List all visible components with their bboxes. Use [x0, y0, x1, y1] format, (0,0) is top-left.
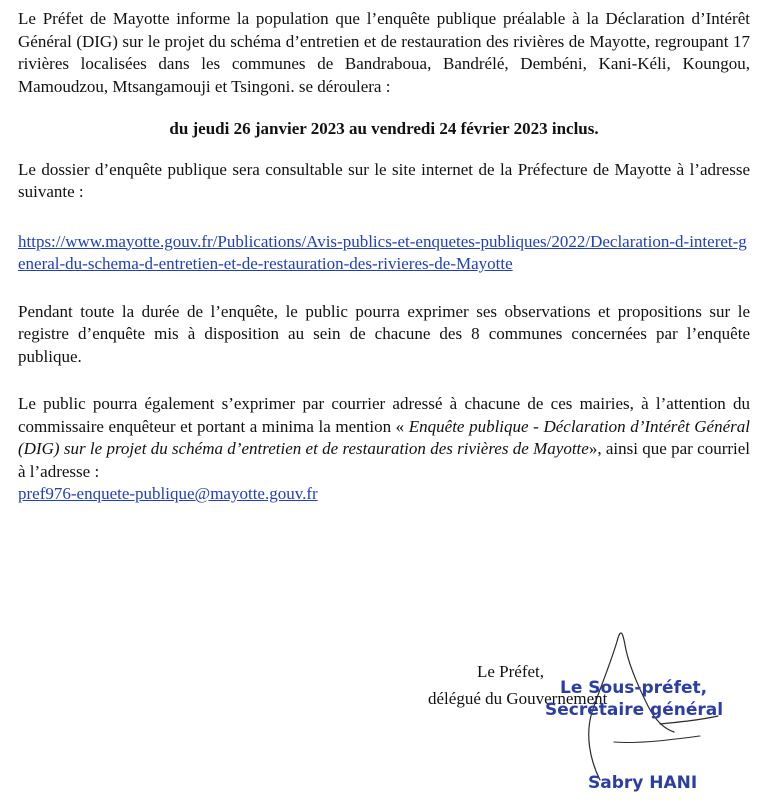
courrier-paragraph — [18, 393, 750, 483]
intro-paragraph: Le Préfet de Mayotte informe la population que l’enquête publique préalable à la Déclaration d’Intérêt Général (DIG) sur le projet du schéma d’entretien et de restauration des rivières de Mayotte, regroupant 17 rivières localisées dans les communes de Bandraboua, Bandrélé, Dembéni, Kani-Kéli, Koungou, Mamoudzou, Mtsangamouji et Tsingoni. se déroulera : — [18, 9, 750, 96]
observations-paragraph: Pendant toute la durée de l’enquête, le public pourra exprimer ses observations et propositions sur le registre d’enquête mis à disposition au sein de chacune des 8 communes concernées par l’enquête publique. — [18, 301, 750, 366]
prefecture-link[interactable]: https://www.mayotte.gouv.fr/Publications/Avis-publics-et-enquetes-publiques/2022/Declaration-d-interet-general-du-schema-d-entretien-et-de-restauration-des-rivieres-de-Mayotte — [18, 231, 747, 273]
courrier-text-end: », ainsi que par courriel à l’adresse : — [18, 439, 751, 481]
courrier-text-start: Le public pourra également s’exprimer par courrier adressé à chacune de ces mairies, à l’attention du commissaire enquêteur et portant a minima la mention « — [18, 394, 750, 436]
inquiry-dates: du jeudi 26 janvier 2023 au vendredi 24 février 2023 inclus. — [169, 119, 599, 138]
dossier-paragraph: Le dossier d’enquête publique sera consultable sur le site internet de la Préfecture de Mayotte à l’adresse suivante : — [18, 159, 750, 201]
prefet-label: Le Préfet, — [477, 662, 545, 681]
email-link[interactable]: pref976-enquete-publique@mayotte.gouv.fr — [18, 484, 318, 503]
delegue-label: délégué du Gouvernement — [428, 689, 608, 708]
link-paragraph — [18, 231, 750, 276]
signatory-name: Sabry HANI — [588, 773, 698, 793]
stamp-sous-prefet: Le Sous-préfet, — [560, 678, 708, 698]
notice-body — [18, 8, 750, 506]
courrier-mention: Enquête publique - Déclaration d’Intérêt Général (DIG) sur le projet du schéma d’entretien et de restauration des rivières de Mayotte — [18, 416, 750, 458]
stamp-secretaire-general: Secrétaire général — [545, 700, 724, 720]
email-paragraph — [18, 483, 750, 506]
